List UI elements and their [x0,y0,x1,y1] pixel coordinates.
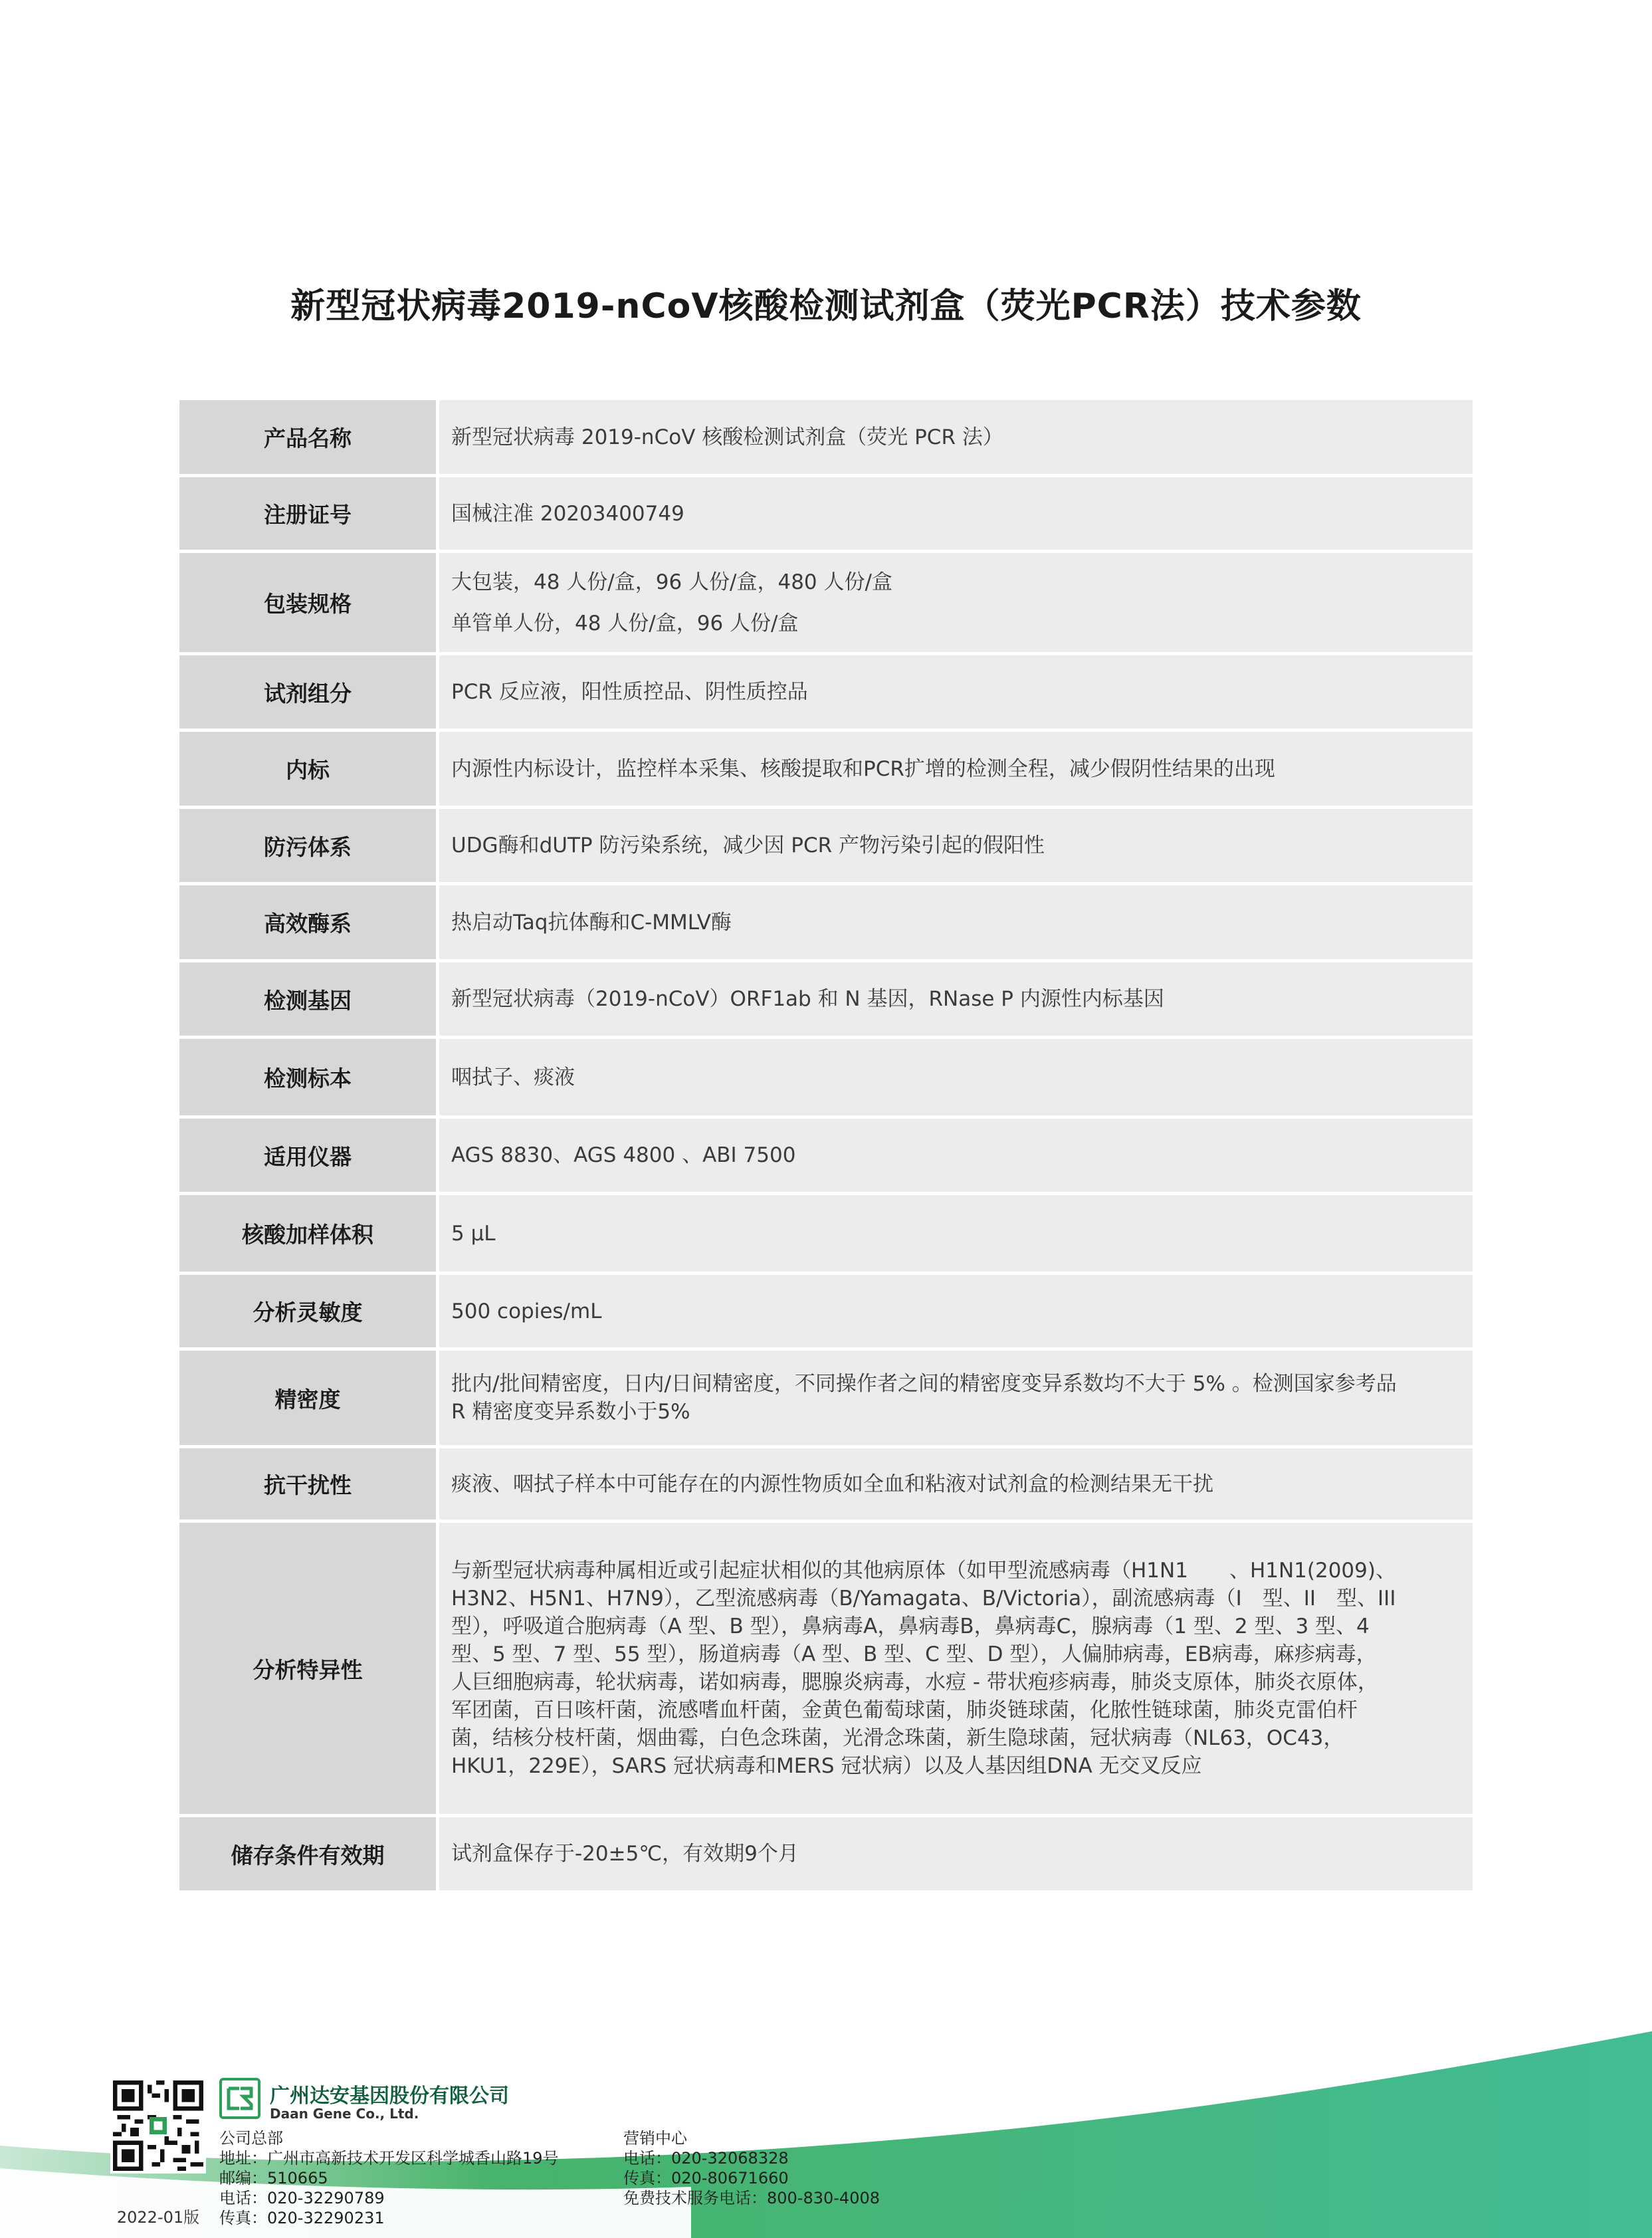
hq-fax: 传真：020-32290231 [219,2209,385,2227]
spec-value-line: 大包装，48 人份/盒，96 人份/盒，480 人份/盒 [451,570,892,594]
spec-value-line: 与新型冠状病毒种属相近或引起症状相似的其他病原体（如甲型流感病毒（H1N1 、H1N1(2009)、 [451,1559,1396,1583]
edition-label: 2022-01版 [116,2208,200,2227]
spec-value [439,1817,1473,1890]
hq-contact [219,2128,559,2228]
spec-row [179,885,1473,962]
spec-value-line: 新型冠状病毒（2019-nCoV）ORF1ab 和 N 基因，RNase P 内源性内标基因 [451,987,1164,1011]
spec-value-line: 单管单人份，48 人份/盒，96 人份/盒 [451,611,799,635]
spec-value [439,655,1473,728]
spec-table [179,400,1473,1890]
company-name-cn: 广州达安基因股份有限公司 [270,2084,509,2108]
spec-label: 抗干扰性 [179,1448,439,1519]
spec-value-line: 内源性内标设计，监控样本采集、核酸提取和PCR扩增的检测全程，减少假阴性结果的出现 [451,756,1275,781]
spec-label: 检测标本 [179,1039,439,1115]
spec-row [179,1039,1473,1119]
company-name-en: Daan Gene Co., Ltd. [270,2106,419,2122]
spec-value-line: 500 copies/mL [451,1299,602,1323]
spec-value-line: 型），呼吸道合胞病毒（A 型、B 型），鼻病毒A，鼻病毒B，鼻病毒C，腺病毒（1 型、2 型、3 型、4 [451,1615,1370,1638]
spec-value-line: 国械注准 20203400749 [451,501,684,526]
spec-row [179,1195,1473,1275]
spec-value-line: 痰液、咽拭子样本中可能存在的内源性物质如全血和粘液对试剂盒的检测结果无干扰 [451,1472,1213,1496]
spec-label: 精密度 [179,1351,439,1445]
spec-value-line: 试剂盒保存于-20±5℃，有效期9个月 [451,1842,799,1866]
spec-row [179,400,1473,477]
spec-value-line: HKU1，229E），SARS 冠状病毒和MERS 冠状病）以及人基因组DNA 无交叉反应 [451,1754,1202,1778]
spec-value [439,1195,1473,1272]
spec-label: 分析灵敏度 [179,1275,439,1347]
spec-value [439,1523,1473,1814]
hq-heading: 公司总部 [219,2129,283,2148]
spec-label: 分析特异性 [179,1523,439,1814]
spec-value-line: 新型冠状病毒 2019-nCoV 核酸检测试剂盒（荧光 PCR 法） [451,425,1003,449]
spec-value-line: UDG酶和dUTP 防污染系统，减少因 PCR 产物污染引起的假阳性 [451,834,1045,857]
spec-value-line: AGS 8830、AGS 4800 、ABI 7500 [451,1143,796,1167]
spec-row [179,732,1473,809]
spec-value [439,885,1473,959]
spec-value [439,1448,1473,1519]
spec-row [179,1448,1473,1523]
spec-label: 包装规格 [179,553,439,652]
spec-value [439,400,1473,474]
spec-label: 产品名称 [179,400,439,474]
spec-label: 高效酶系 [179,885,439,959]
spec-value-line: R 精密度变异系数小于5% [451,1400,690,1424]
spec-value-line: 军团菌，百日咳杆菌，流感嗜血杆菌，金黄色葡萄球菌，肺炎链球菌，化脓性链球菌，肺炎克雷伯杆 [451,1698,1358,1722]
spec-value [439,1275,1473,1347]
spec-row [179,477,1473,553]
spec-label: 核酸加样体积 [179,1195,439,1272]
spec-value [439,809,1473,882]
hq-postcode: 邮编：510665 [219,2169,328,2187]
spec-value-line: 型、5 型、7 型、55 型），肠道病毒（A 型、B 型、C 型、D 型），人偏肺病毒，EB病毒，麻疹病毒， [451,1642,1377,1666]
spec-value [439,1119,1473,1192]
spec-row [179,553,1473,655]
spec-value [439,732,1473,806]
spec-value-line: 批内/批间精密度，日内/日间精密度，不同操作者之间的精密度变异系数均不大于 5% 。检测国家参考品 [451,1372,1397,1396]
spec-row [179,1523,1473,1817]
hq-address: 地址：广州市高新技术开发区科学城香山路19号 [219,2149,559,2168]
spec-value-line: PCR 反应液，阳性质控品、阴性质控品 [451,680,808,704]
spec-row [179,1275,1473,1351]
page-title: 新型冠状病毒2019-nCoV核酸检测试剂盒（荧光PCR法）技术参数 [290,286,1362,326]
spec-value [439,477,1473,550]
spec-row [179,962,1473,1039]
spec-label: 防污体系 [179,809,439,882]
sales-phone: 电话：020-32068328 [623,2149,789,2168]
sales-contact [623,2128,880,2208]
spec-label: 储存条件有效期 [179,1817,439,1890]
company-logo-icon [219,2078,260,2119]
qr-code [110,2078,206,2174]
spec-value-line: 热启动Taq抗体酶和C-MMLV酶 [451,910,732,935]
spec-row [179,1817,1473,1890]
spec-value [439,1351,1473,1445]
spec-row [179,1351,1473,1448]
spec-row [179,809,1473,885]
sales-fax: 传真：020-80671660 [623,2169,789,2187]
spec-value [439,1039,1473,1115]
spec-label: 试剂组分 [179,655,439,728]
spec-label: 检测基因 [179,962,439,1036]
hq-phone: 电话：020-32290789 [219,2189,385,2207]
spec-label: 内标 [179,732,439,806]
spec-value-line: H3N2、H5N1、H7N9），乙型流感病毒（B/Yamagata、B/Victoria），副流感病毒（I 型、II 型、III [451,1587,1396,1611]
sales-heading: 营销中心 [623,2129,687,2148]
spec-value-line: 5 μL [451,1221,496,1246]
spec-value-line: 人巨细胞病毒，轮状病毒，诺如病毒，腮腺炎病毒，水痘 - 带状疱疹病毒，肺炎支原体，肺炎衣原体， [451,1670,1378,1694]
spec-row [179,655,1473,732]
spec-value [439,962,1473,1036]
spec-value [439,553,1473,652]
spec-label: 注册证号 [179,477,439,550]
spec-value-line: 菌，结核分枝杆菌，烟曲霉，白色念珠菌，光滑念珠菌，新生隐球菌，冠状病毒（NL63，OC43， [451,1726,1344,1750]
spec-row [179,1119,1473,1195]
spec-label: 适用仪器 [179,1119,439,1192]
sales-hotline: 免费技术服务电话：800-830-4008 [623,2189,880,2207]
spec-value-line: 咽拭子、痰液 [451,1065,575,1089]
